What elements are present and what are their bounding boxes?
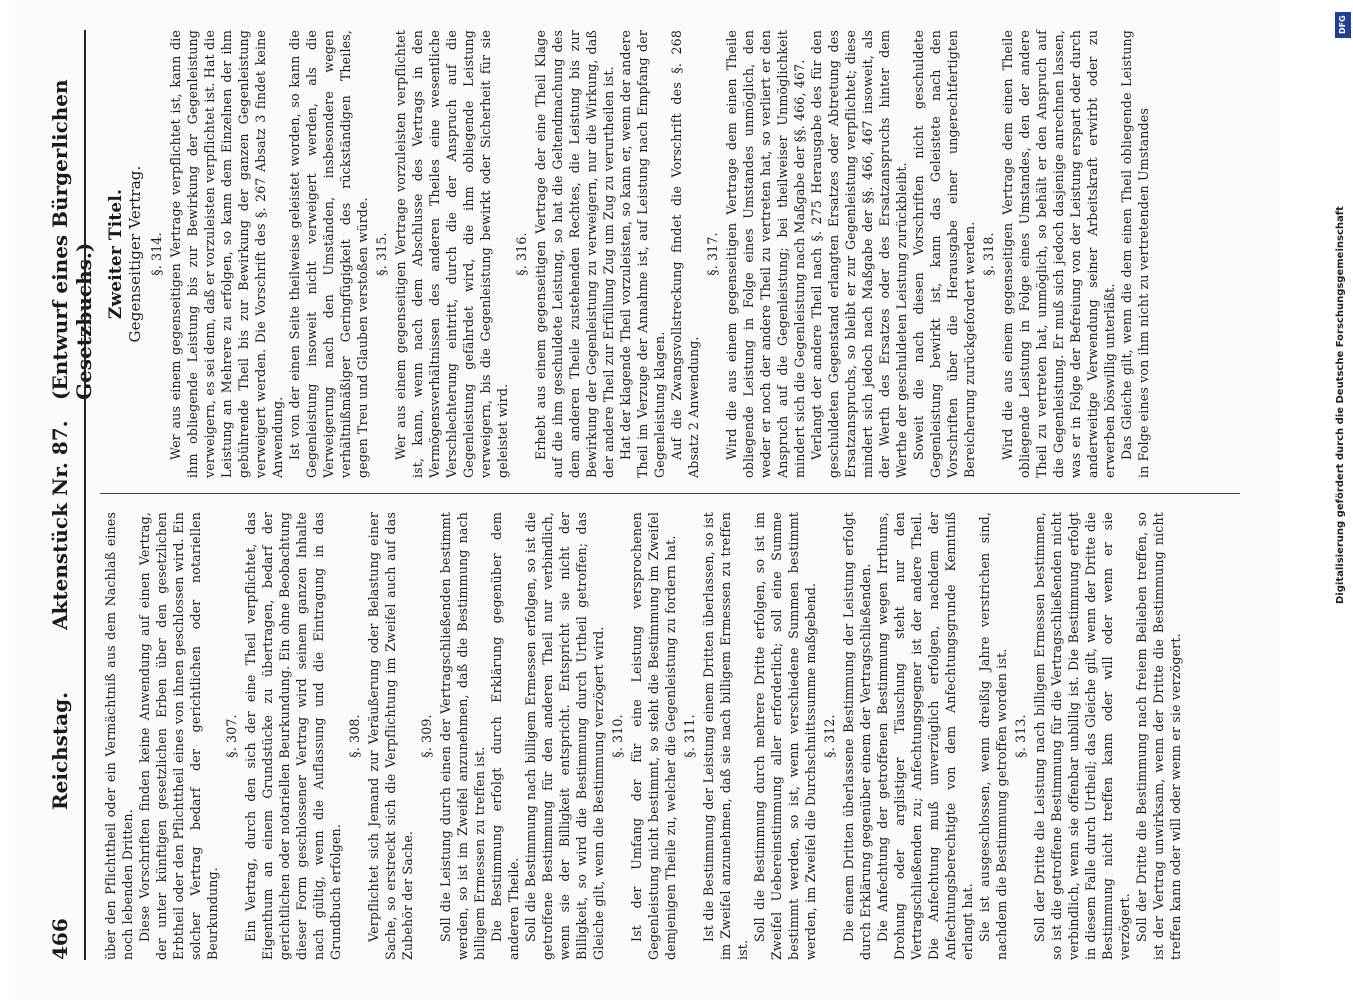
section-heading: §. 310.	[610, 714, 625, 758]
paragraph: Soll der Dritte die Leistung nach billigem Ermessen bestimmen, so ist die getroffene Bestimmung für die Vertragschließenden nicht verbindlich, wenn sie offenbar unbillig ist. Die Bestimmung erfolgt in diesem Falle durch Urtheil; das Gleiche gilt, wenn der Dritte die Bestimmung nicht treffen kann oder will oder wenn er sie verzögert.	[1032, 512, 1132, 960]
paragraph: Soll die Bestimmung nach billigem Ermessen erfolgen, so ist die getroffene Bestimmung für den anderen Theil nur verbindlich, wenn sie der Billigkeit entspricht. Entspricht sie nicht der Billigkeit, so wird die Bestimmung durch Urtheil getroffen; das Gleiche gilt, wenn die Bestimmung verzögert wird.	[523, 512, 606, 960]
paragraph: Wer aus einem gegenseitigen Vertrage vorzuleisten verpflichtet ist, kann, wenn nach dem Abschlusse des Vertrags in den Vermögensverhältnissen des anderen Theiles eine wesentliche Verschlechterung eintritt, durch die der Anspruch auf die Gegenleistung gefährdet wird, die ihm obliegende Leistung verweigern, bis die Gegenleistung bewirkt oder Sicherheit für sie geleistet wird.	[393, 30, 510, 478]
section-heading: §. 314.	[149, 232, 164, 276]
paragraph: Das Gleiche gilt, wenn die dem einen Theil obliegende Leistung in Folge eines von ihm nicht zu vertretenden Umstandes	[1119, 30, 1151, 478]
column-divider	[100, 493, 1240, 494]
section-heading: §. 315.	[374, 232, 389, 276]
paragraph: Diese Vorschriften finden keine Anwendung auf einen Vertrag, der unter künftigen gesetzlichen Erben über den gesetzlichen Erbtheil oder den Pflichttheil eines von ihnen geschlossen wird. Ein solcher Vertrag bedarf der gerichtlichen oder notariellen Beurkundung.	[137, 512, 220, 960]
paragraph: Hat der klagende Theil vorzuleisten, so kann er, wenn der andere Theil im Verzuge der Annahme ist, auf Leistung nach Empfang der Gegenleistung klagen.	[618, 30, 667, 478]
paragraph: Sie ist ausgeschlossen, wenn dreißig Jahre verstrichen sind, nachdem die Bestimmung getroffen worden ist.	[977, 512, 1009, 960]
paragraph: Verpflichtet sich Jemand zur Veräußerung oder Belastung einer Sache, so erstreckt sich die Verpflichtung im Zweifel auch auf das Zubehör der Sache.	[366, 512, 415, 960]
section-heading: §. 308.	[347, 714, 362, 758]
header-center: Aktenstück Nr. 87.	[48, 420, 72, 630]
title-subheading: Gegenseitiger Vertrag.	[126, 165, 144, 343]
left-text-column	[102, 512, 1184, 960]
paragraph: Ist von der einen Seite theilweise geleistet worden, so kann die Gegenleistung insoweit nicht verweigert werden, als die Verweigerung nach den Umständen, insbesondere wegen verhältnißmäßiger Geringfügigkeit des rückständigen Theiles, gegen Treu und Glauben verstoßen würde.	[287, 30, 370, 478]
header-rule	[84, 30, 86, 960]
paragraph: Verlangt der andere Theil nach §. 275 Herausgabe des für den geschuldeten Gegenstand erlangten Ersatzes oder Abtretung des Ersatzanspruchs, so bleibt er zur Gegenleistung verpflichtet; diese mindert sich jedoch nach Maßgabe der §§. 466, 467 insoweit, als der Werth des Ersatzes oder des Ersatzanspruchs hinter dem Werthe der geschuldeten Leistung zurückbleibt.	[809, 30, 909, 478]
section-heading: §. 307.	[224, 714, 239, 758]
paragraph: Erhebt aus einem gegenseitigen Vertrage der eine Theil Klage auf die ihm geschuldete Leistung, so hat die Geltendmachung des dem anderen Theile zustehenden Rechtes, die Leistung bis zur Bewirkung der Gegenleistung zu verweigern, nur die Wirkung, daß der andere Theil zur Erfüllung Zug um Zug zu verurtheilen ist.	[533, 30, 616, 478]
section-heading: §. 316.	[514, 232, 529, 276]
paragraph: Auf die Zwangsvollstreckung findet die Vorschrift des §. 268 Absatz 2 Anwendung.	[669, 30, 701, 478]
title-heading: Zweiter Titel.	[106, 188, 126, 320]
paragraph: Die Anfechtung der getroffenen Bestimmung wegen Irrthums, Drohung oder arglistiger Täuschung steht nur den Vertragschließenden zu; Anfechtungsgegner ist der andere Theil. Die Anfechtung muß unverzüglich erfolgen, nachdem der Anfechtungsberechtigte von dem Anfechtungsgrunde Kenntniß erlangt hat.	[875, 512, 975, 960]
paragraph: Wird die aus einem gegenseitigen Vertrage dem einen Theile obliegende Leistung in Folge eines Umstandes, den der andere Theil zu vertreten hat, unmöglich, so behält er den Anspruch auf die Gegenleistung. Er muß sich jedoch dasjenige anrechnen lassen, was er in Folge der Befreiung von der Leistung erspart oder durch anderweitige Verwendung seiner Arbeitskraft erwirbt oder zu erwerben böswillig unterläßt.	[1000, 30, 1117, 478]
digitization-credit	[1333, 12, 1353, 992]
section-heading: §. 318.	[981, 232, 996, 276]
paragraph: Die einem Dritten überlassene Bestimmung der Leistung erfolgt durch Erklärung gegenüber einem der Vertragschließenden.	[841, 512, 873, 960]
digitization-note: Digitalisierung gefördert durch die Deutsche Forschungsgemeinschaft	[1335, 206, 1346, 604]
rotated-document-page	[10, 0, 1280, 1000]
paragraph: über den Pflichttheil oder ein Vermächtniß aus dem Nachlaß eines noch lebenden Dritten.	[103, 512, 135, 960]
page-number: 466	[48, 918, 72, 960]
paragraph: Soll die Bestimmung durch mehrere Dritte erfolgen, so ist im Zweifel Uebereinstimmung aller erforderlich; soll eine Summe bestimmt werden, so ist, wenn verschiedene Summen bestimmt werden, im Zweifel die Durchschnittssumme maßgebend.	[752, 512, 818, 960]
paragraph: Ist der Umfang der für eine Leistung versprochenen Gegenleistung nicht bestimmt, so steht die Bestimmung im Zweifel demjenigen Theile zu, welcher die Gegenleistung zu fordern hat.	[629, 512, 678, 960]
section-heading: §. 313.	[1013, 714, 1028, 758]
right-text-column	[102, 30, 1152, 478]
paragraph: Wer aus einem gegenseitigen Vertrage verpflichtet ist, kann die ihm obliegende Leistung bis zur Bewirkung der Gegenleistung verweigern, es sei denn, daß er vorzuleisten verpflichtet ist. Hat die Leistung an Mehrere zu erfolgen, so kann dem Einzelnen der ihm gebührende Theil bis zur Bewirkung der ganzen Gegenleistung verweigert werden. Die Vorschrift des §. 267 Absatz 3 findet keine Anwendung.	[168, 30, 285, 478]
paragraph: Soweit die nach diesen Vorschriften nicht geschuldete Gegenleistung bewirkt ist, kann das Geleistete nach den Vorschriften über die Herausgabe einer ungerechtfertigten Bereicherung zurückgefordert werden.	[911, 30, 977, 478]
section-heading: §. 317.	[705, 232, 720, 276]
section-heading: §. 311.	[682, 714, 697, 758]
paragraph: Soll die Leistung durch einen der Vertragschließenden bestimmt werden, so ist im Zweifel anzunehmen, daß die Bestimmung nach billigem Ermessen zu treffen ist.	[438, 512, 487, 960]
paragraph: Die Bestimmung erfolgt durch Erklärung gegenüber dem anderen Theile.	[489, 512, 521, 960]
dfg-logo: DFG	[1335, 12, 1351, 38]
paragraph: Wird die aus einem gegenseitigen Vertrage dem einen Theile obliegende Leistung in Folge eines Umstandes unmöglich, den weder er noch der andere Theil zu vertreten hat, so verliert er den Anspruch auf die Gegenleistung; bei theilweiser Unmöglichkeit mindert sich die Gegenleistung nach Maßgabe der §§. 466, 467.	[724, 30, 807, 478]
header-left: Reichstag.	[48, 691, 72, 810]
paragraph: Ist die Bestimmung der Leistung einem Dritten überlassen, so ist im Zweifel anzunehmen, daß sie nach billigem Ermessen zu treffen ist.	[701, 512, 750, 960]
paragraph: Ein Vertrag, durch den sich der eine Theil verpflichtet, das Eigenthum an einem Grundstücke zu übertragen, bedarf der gerichtlichen oder notariellen Beurkundung. Ein ohne Beobachtung dieser Form geschlossener Vertrag wird seinem ganzen Inhalte nach gültig, wenn die Auflassung und die Eintragung in das Grundbuch erfolgen.	[243, 512, 343, 960]
section-heading: §. 309.	[419, 714, 434, 758]
section-heading: §. 312.	[822, 714, 837, 758]
page-header	[40, 30, 96, 960]
header-right: (Entwurf eines Bürgerlichen Gesetzbuchs.)	[48, 79, 96, 400]
paragraph: Soll der Dritte die Bestimmung nach freiem Belieben treffen, so ist der Vertrag unwirksam, wenn der Dritte die Bestimmung nicht treffen kann oder will oder wenn er sie verzögert.	[1134, 512, 1183, 960]
